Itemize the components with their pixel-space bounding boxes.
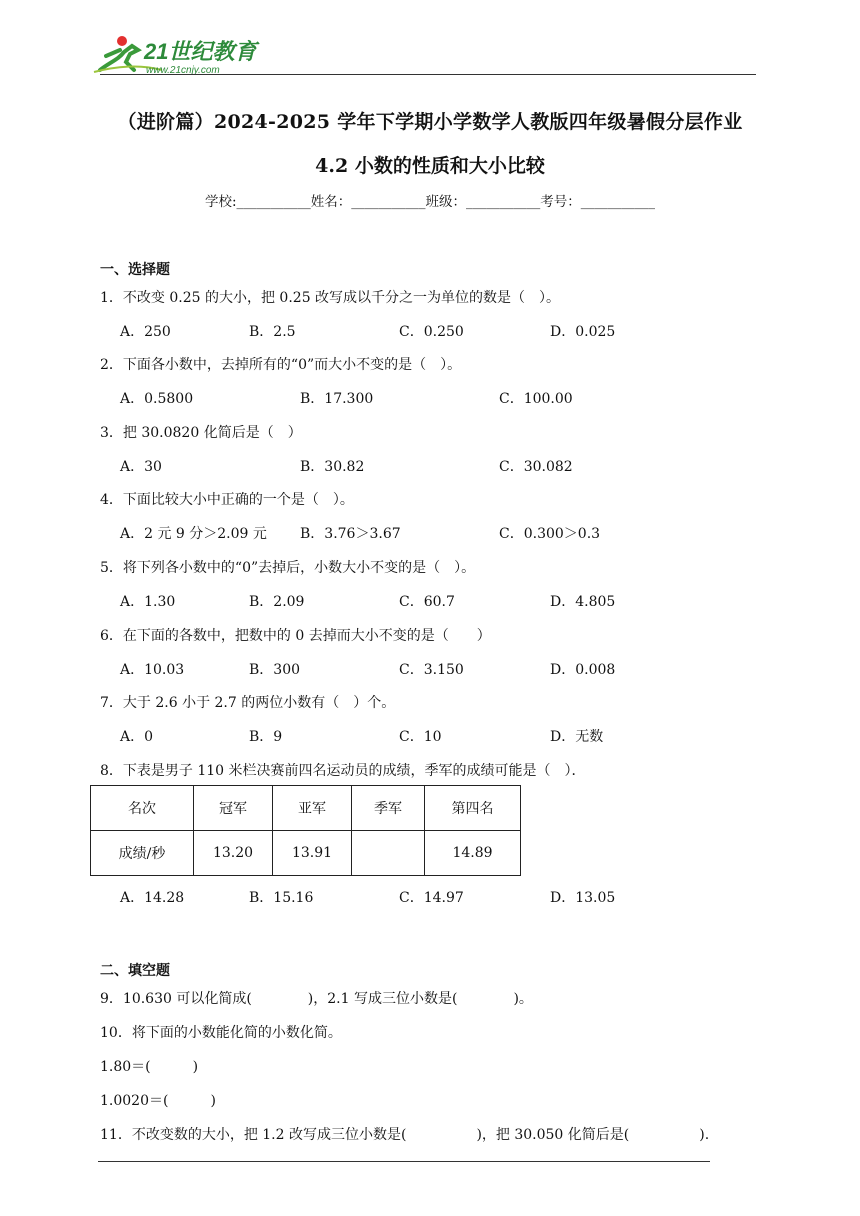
question-5: 5．将下列各小数中的“0”去掉后，小数大小不变的是（ ）。 [100,560,476,576]
q6-option-d: D．0.008 [550,662,616,678]
table-header-cell: 名次 [91,786,194,831]
logo-url: www.21cnjy.com [146,65,220,76]
q2-option-b: B．17.300 [300,391,374,407]
table-header-cell: 亚军 [273,786,352,831]
table-header-cell: 季军 [352,786,425,831]
section-heading-choice: 一、选择题 [100,262,170,278]
q2-option-c: C．100.00 [499,391,573,407]
table-cell: 14.89 [425,831,521,876]
student-info-line: 学校:___________姓名：___________班级：___________考号：___________ [204,194,656,210]
q1-option-c: C．0.250 [399,324,464,340]
question-7: 7．大于 2.6 小于 2.7 的两位小数有（ ）个。 [100,695,396,711]
table-header-cell: 冠军 [194,786,273,831]
page-subtitle: 4.2 小数的性质和大小比较 [315,155,545,177]
table-cell: 13.20 [194,831,273,876]
q5-option-a: A．1.30 [120,594,176,610]
question-6: 6．在下面的各数中，把数中的 0 去掉而大小不变的是（ ） [100,628,491,644]
q8-option-a: A．14.28 [120,890,185,906]
question-2: 2．下面各小数中，去掉所有的“0”而大小不变的是（ ）。 [100,357,462,373]
question-9: 9．10.630 可以化简成( )，2.1 写成三位小数是( )。 [100,991,533,1007]
q7-option-a: A．0 [120,729,154,745]
q5-option-b: B．2.09 [249,594,305,610]
table-header-row [91,786,521,831]
logo-text: 21世纪教育 [144,39,257,64]
header-rule [100,74,756,75]
question-10-item-2: 1.0020＝( ) [100,1093,216,1109]
question-10: 10．将下面的小数能化简的小数化简。 [100,1025,342,1041]
q4-option-c: C．0.300＞0.3 [499,526,601,542]
q7-option-b: B．9 [249,729,283,745]
table-cell: 成绩/秒 [91,831,194,876]
q7-option-c: C．10 [399,729,442,745]
table-cell [352,831,425,876]
q1-option-a: A．250 [120,324,171,340]
q1-option-d: D．0.025 [550,324,616,340]
q8-option-c: C．14.97 [399,890,464,906]
table-cell: 13.91 [273,831,352,876]
q3-option-b: B．30.82 [300,459,365,475]
table-header-cell: 第四名 [425,786,521,831]
q3-option-a: A．30 [120,459,162,475]
page-title: （进阶篇）2024-2025 学年下学期小学数学人教版四年级暑假分层作业 [117,111,743,133]
results-table [90,785,521,876]
q6-option-a: A．10.03 [120,662,185,678]
section-heading-fill: 二、填空题 [100,963,170,979]
question-10-item-1: 1.80＝( ) [100,1059,199,1075]
q7-option-d: D．无数 [550,729,604,745]
q8-option-b: B．15.16 [249,890,314,906]
q3-option-c: C．30.082 [499,459,573,475]
q5-option-c: C．60.7 [399,594,455,610]
q6-option-c: C．3.150 [399,662,464,678]
logo [92,32,262,76]
question-3: 3．把 30.0820 化简后是（ ） [100,425,302,441]
table-row [91,831,521,876]
question-8: 8．下表是男子 110 米栏决赛前四名运动员的成绩，季军的成绩可能是（ ）． [100,763,586,779]
runner-logo-icon [92,32,262,76]
question-4: 4．下面比较大小中正确的一个是（ ）。 [100,492,354,508]
question-11: 11．不改变数的大小，把 1.2 改写成三位小数是( )，把 30.050 化简后是( ). [100,1127,710,1143]
q5-option-d: D．4.805 [550,594,616,610]
question-1: 1．不改变 0.25 的大小，把 0.25 改写成以千分之一为单位的数是（ ）。 [100,290,561,306]
q1-option-b: B．2.5 [249,324,296,340]
q2-option-a: A．0.5800 [120,391,194,407]
footer-rule [98,1161,710,1162]
q8-option-d: D．13.05 [550,890,616,906]
q4-option-a: A．2 元 9 分＞2.09 元 [120,526,267,542]
q6-option-b: B．300 [249,662,301,678]
q4-option-b: B．3.76＞3.67 [300,526,401,542]
